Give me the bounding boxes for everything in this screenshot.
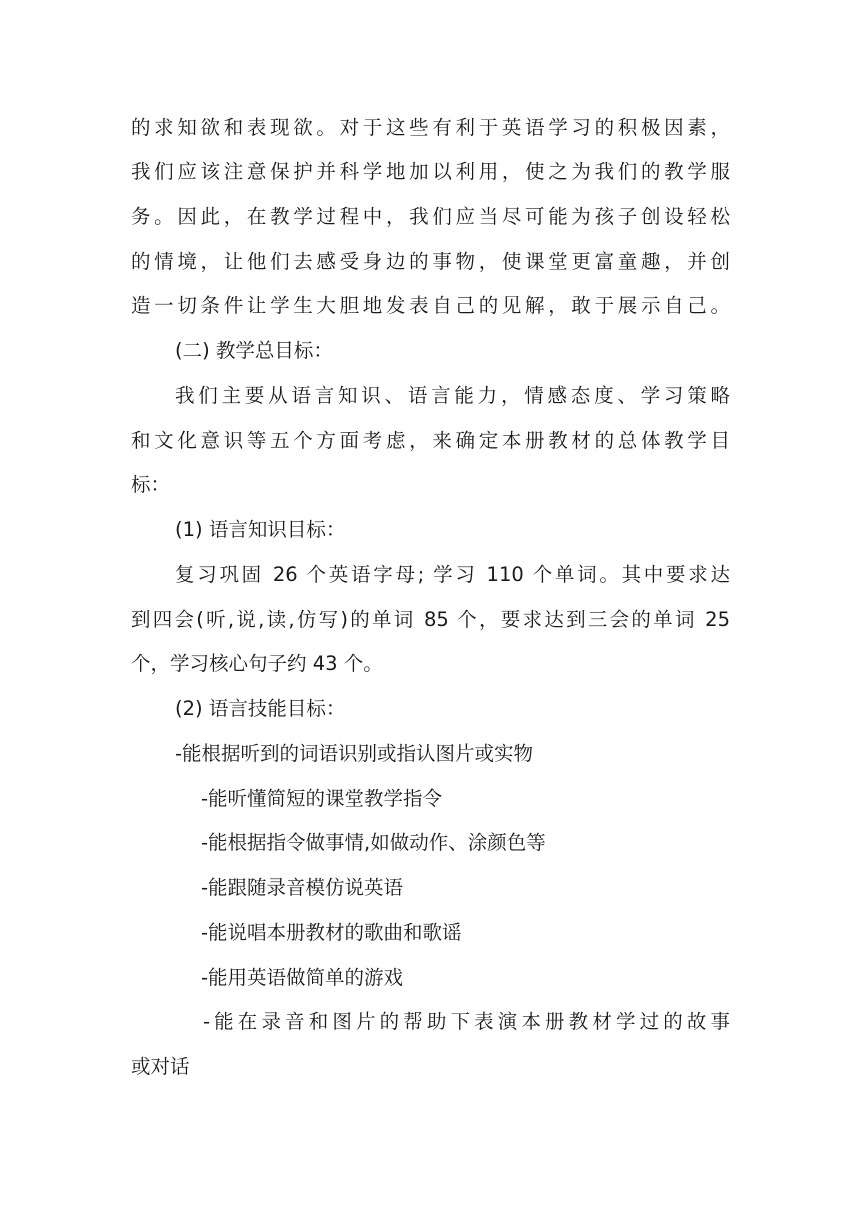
- list-item: -能说唱本册教材的歌曲和歌谣: [201, 921, 462, 944]
- text-line: 造一切条件让学生大胆地发表自己的见解，敢于展示自己。: [131, 294, 730, 317]
- text-line: 的求知欲和表现欲。对于这些有利于英语学习的积极因素，: [131, 116, 730, 139]
- text-line: 到四会(听,说,读,仿写)的单词 85 个，要求达到三会的单词 25: [131, 608, 730, 631]
- list-item: -能用英语做简单的游戏: [201, 966, 404, 989]
- list-item: -能根据指令做事情,如做动作、涂颜色等: [201, 831, 546, 854]
- text-line: 我们应该注意保护并科学地加以利用，使之为我们的教学服: [131, 160, 730, 183]
- list-item: -能根据听到的词语识别或指认图片或实物: [175, 742, 534, 765]
- list-item-continuation: 或对话: [131, 1055, 190, 1078]
- text-line: 个，学习核心句子约 43 个。: [131, 652, 383, 675]
- text-line: 我们主要从语言知识、语言能力，情感态度、学习策略: [175, 384, 730, 407]
- text-line: 的情境，让他们去感受身边的事物，使课堂更富童趣，并创: [131, 250, 730, 273]
- text-line: 和文化意识等五个方面考虑，来确定本册教材的总体教学目: [131, 429, 730, 452]
- section-heading: (二) 教学总目标：: [175, 339, 333, 362]
- list-item: -能在录音和图片的帮助下表演本册教材学过的故事: [203, 1010, 730, 1033]
- text-line: 复习巩固 26 个英语字母; 学习 110 个单词。其中要求达: [175, 563, 730, 586]
- subsection-heading: (1) 语言知识目标：: [175, 518, 346, 541]
- subsection-heading: (2) 语言技能目标：: [175, 697, 346, 720]
- text-line: 标：: [131, 473, 171, 496]
- list-item: -能跟随录音模仿说英语: [201, 876, 404, 899]
- list-item: -能听懂简短的课堂教学指令: [201, 787, 443, 810]
- text-line: 务。因此，在教学过程中，我们应当尽可能为孩子创设轻松: [131, 205, 730, 228]
